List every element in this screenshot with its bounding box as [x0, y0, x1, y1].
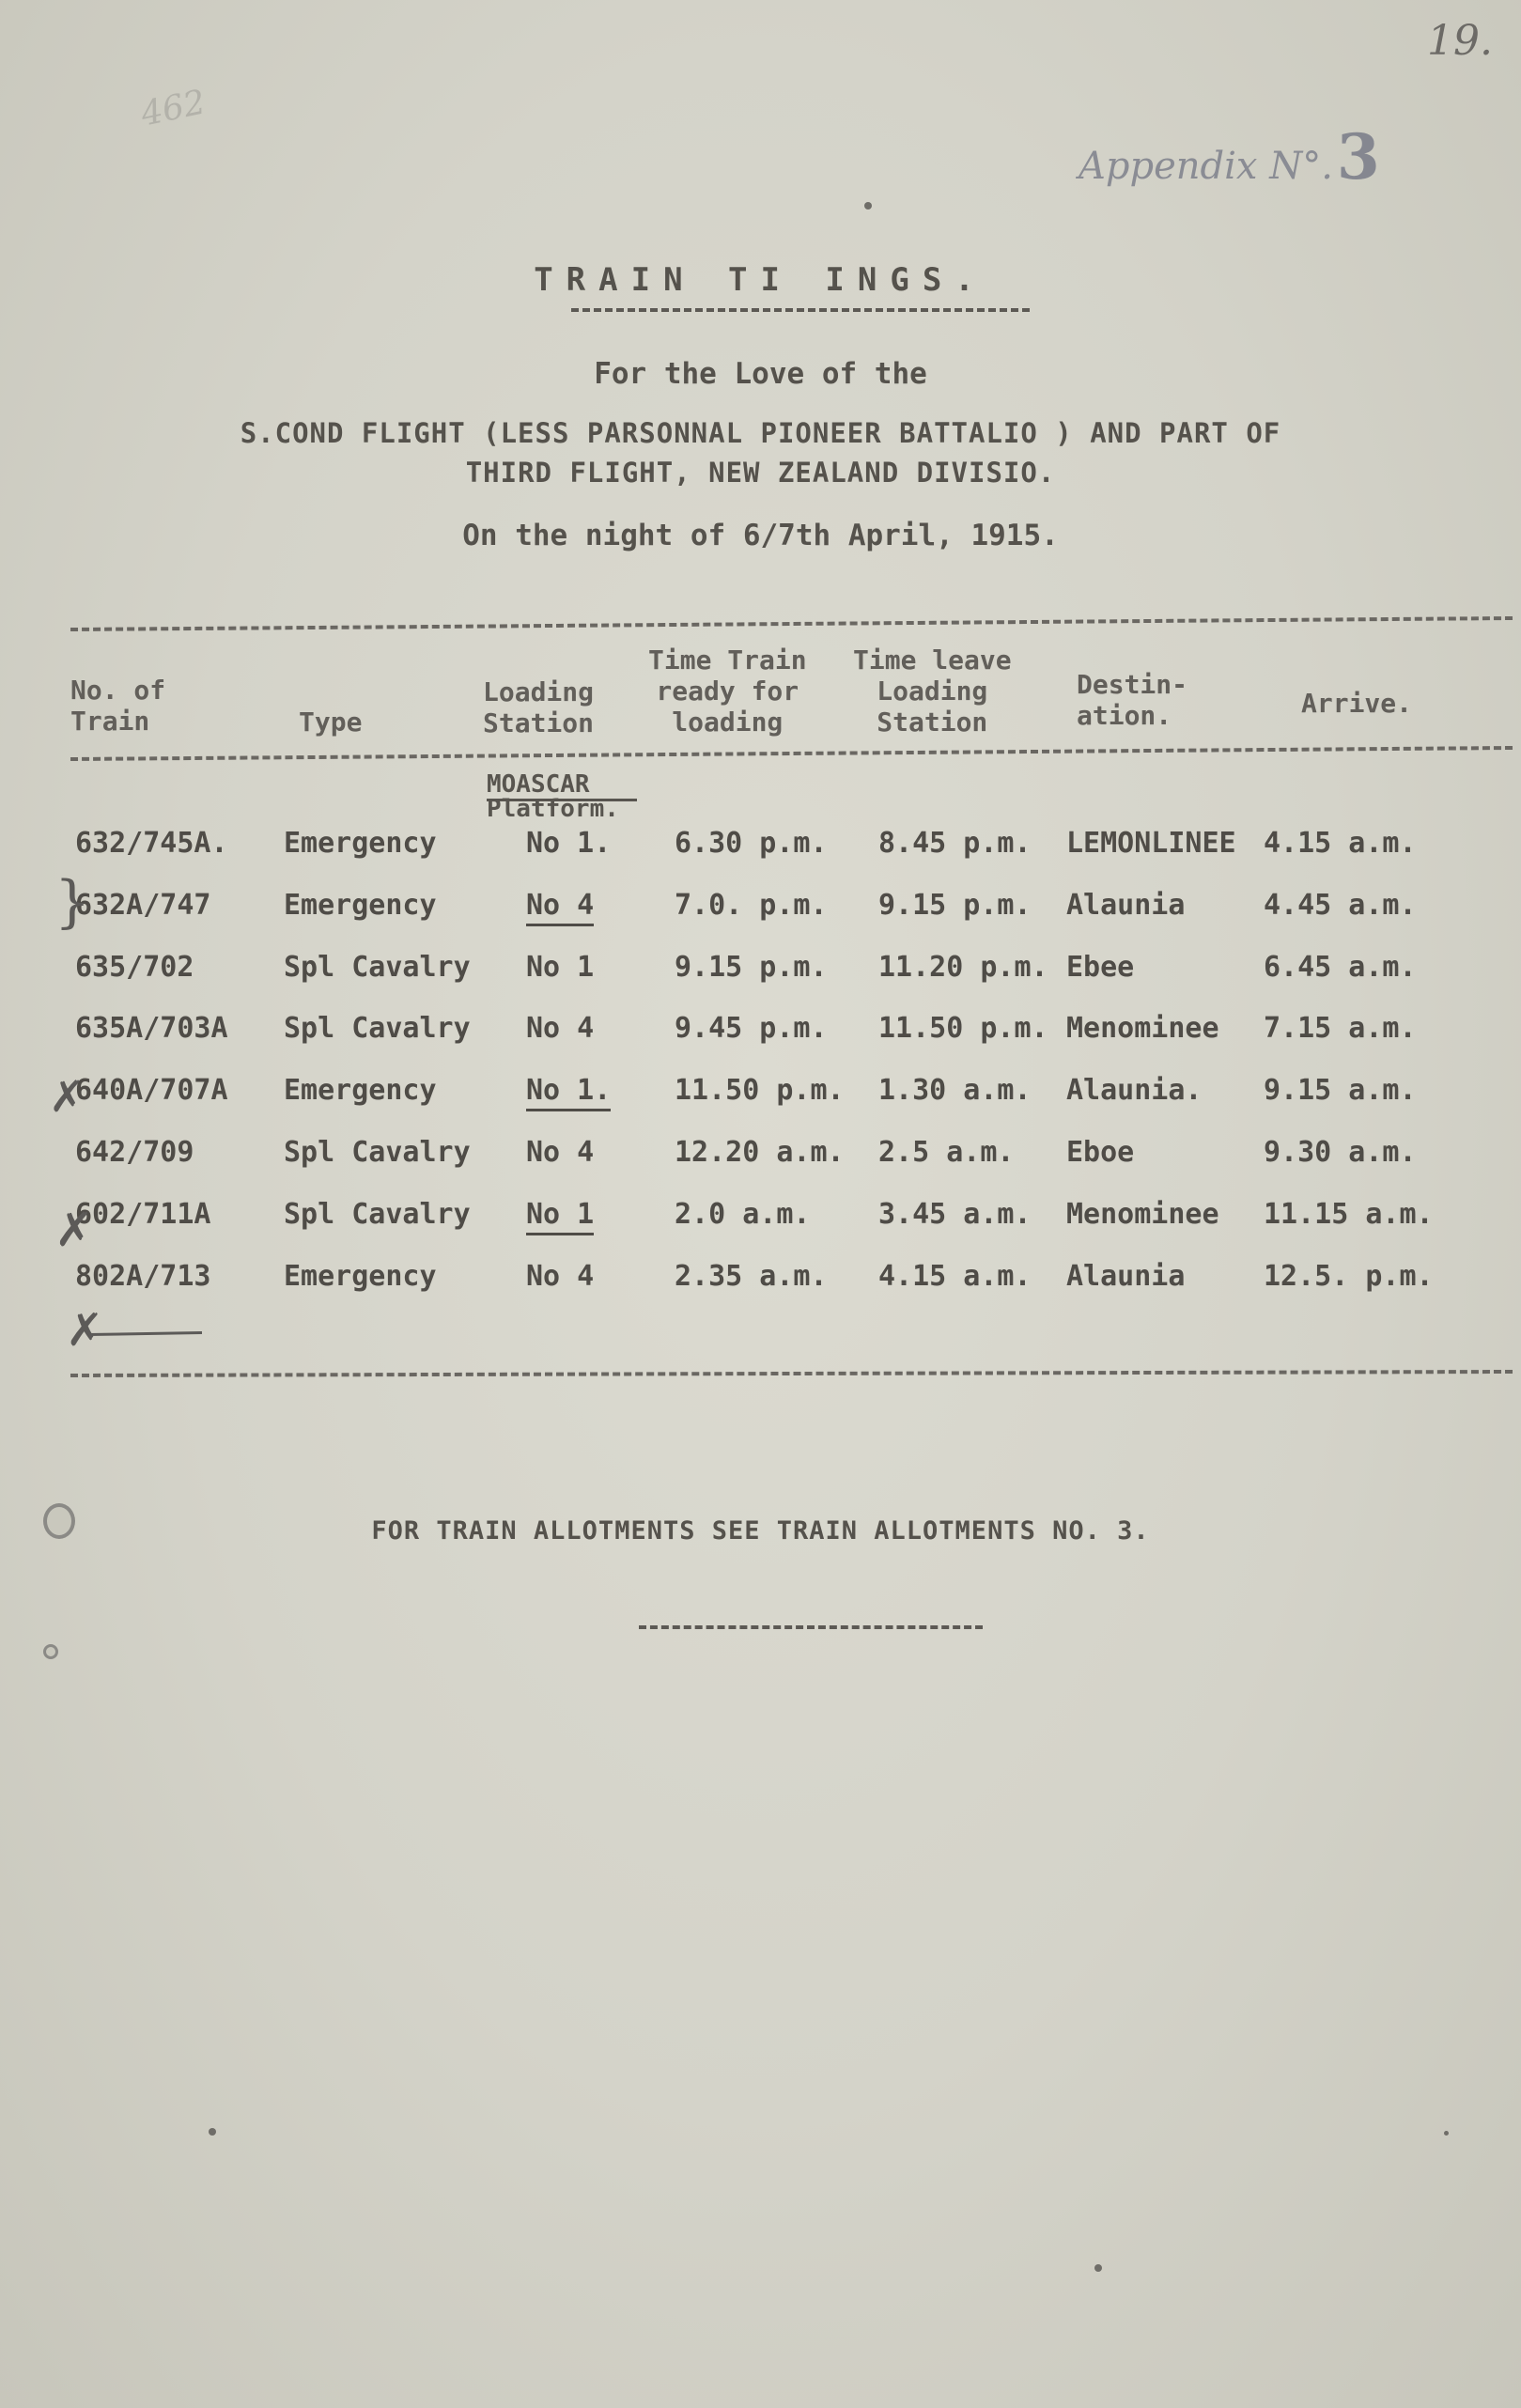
cell-ready: 7.0. p.m.: [675, 888, 828, 922]
cell-arrive: 12.5. p.m.: [1264, 1259, 1434, 1293]
cell-train-no: 640A/707A: [75, 1074, 228, 1108]
cell-station: No 1: [526, 950, 595, 984]
paper-speck: [209, 2128, 216, 2136]
column-header-type: Type: [299, 707, 363, 738]
cell-ready: 2.0 a.m.: [675, 1197, 811, 1231]
folio-number: 19.: [1427, 17, 1493, 65]
cell-leave: 2.5 a.m.: [878, 1136, 1015, 1169]
column-header-ready: Time Train ready for loading: [648, 645, 807, 738]
heading-line-2: THIRD FLIGHT, NEW ZEALAND DIVISIO.: [465, 457, 1056, 489]
cell-leave: 8.45 p.m.: [878, 827, 1032, 860]
cell-destination: Eboe: [1066, 1136, 1135, 1169]
cell-train-no: 642/709: [75, 1136, 194, 1169]
cell-type: Emergency: [284, 1074, 437, 1108]
cell-station: No 4: [526, 1136, 595, 1169]
cell-station: No 4: [526, 1012, 595, 1046]
cell-train-no: 635/702: [75, 950, 194, 984]
appendix-label: [1079, 120, 1380, 194]
cell-destination: Ebee: [1066, 950, 1135, 984]
paper-speck: [1094, 2264, 1102, 2272]
cell-destination: Alaunia.: [1066, 1074, 1203, 1108]
punch-hole: [43, 1644, 58, 1659]
cell-arrive: 4.45 a.m.: [1264, 888, 1417, 922]
cell-arrive: 7.15 a.m.: [1264, 1012, 1417, 1046]
cell-station: No 1: [526, 1198, 594, 1235]
cell-leave: 11.50 p.m.: [878, 1012, 1048, 1046]
heading-line-1: S.COND FLIGHT (LESS PARSONNAL PIONEER BATTALIO ) AND PART OF: [240, 417, 1281, 449]
appendix-label-text: Appendix N°.: [1079, 145, 1333, 188]
cell-train-no: 635A/703A: [75, 1012, 228, 1046]
cell-station: No 4: [526, 1259, 595, 1293]
paper-speck: [1444, 2131, 1449, 2136]
column-header-leave: Time leave Loading Station: [853, 645, 1012, 738]
cell-arrive: 4.15 a.m.: [1264, 827, 1417, 860]
column-header-arrive: Arrive.: [1301, 688, 1413, 719]
pencil-bracket-mark: }: [54, 869, 91, 935]
document-title: TRAIN TI INGS.: [534, 261, 987, 299]
loading-note-underline: [487, 799, 637, 801]
loading-station-note: MOASCAR Platform.: [487, 770, 619, 823]
cell-station: No 1.: [526, 827, 612, 860]
cell-leave: 11.20 p.m.: [878, 950, 1048, 984]
cell-arrive: 6.45 a.m.: [1264, 950, 1417, 984]
column-header-train-no: No. of Train: [70, 675, 166, 737]
cell-arrive: 11.15 a.m.: [1264, 1197, 1434, 1231]
cell-leave: 9.15 p.m.: [878, 888, 1032, 922]
cell-type: Emergency: [284, 827, 437, 860]
cell-destination: Alaunia: [1066, 888, 1186, 922]
cell-type: Spl Cavalry: [284, 1197, 471, 1231]
cell-train-no: 632A/747: [75, 888, 211, 922]
cell-destination: Menominee: [1066, 1197, 1219, 1231]
cell-station: No 4: [526, 889, 594, 926]
cell-ready: 6.30 p.m.: [675, 827, 828, 860]
cell-destination: Menominee: [1066, 1012, 1219, 1046]
date-line: On the night of 6/7th April, 1915.: [462, 519, 1059, 552]
footer-note: FOR TRAIN ALLOTMENTS SEE TRAIN ALLOTMENTS NO. 3.: [371, 1516, 1150, 1546]
pencil-cross-mark: ✗: [66, 1304, 104, 1357]
title-underline: [571, 308, 1030, 312]
cell-destination: Alaunia: [1066, 1259, 1186, 1293]
cell-type: Spl Cavalry: [284, 950, 471, 984]
cell-ready: 2.35 a.m.: [675, 1259, 828, 1293]
table-bottom-rule: [70, 1370, 1513, 1377]
cell-leave: 4.15 a.m.: [878, 1259, 1032, 1293]
cell-type: Emergency: [284, 888, 437, 922]
cell-train-no: 802A/713: [75, 1259, 211, 1293]
document-subtitle: For the Love of the: [594, 357, 927, 391]
table-top-rule: [70, 616, 1513, 631]
cell-type: Emergency: [284, 1259, 437, 1293]
cell-train-no: 632/745A.: [75, 827, 228, 860]
cell-arrive: 9.30 a.m.: [1264, 1136, 1417, 1169]
pencil-cross-mark: ✗: [54, 1203, 94, 1257]
archive-stamp: 462: [137, 83, 210, 134]
cell-ready: 11.50 p.m.: [675, 1074, 845, 1108]
cell-leave: 1.30 a.m.: [878, 1074, 1032, 1108]
cell-ready: 9.15 p.m.: [675, 950, 828, 984]
footer-rule: [639, 1625, 983, 1629]
column-header-destination: Destin- ation.: [1077, 669, 1188, 731]
cell-type: Spl Cavalry: [284, 1012, 471, 1046]
pencil-line-mark: [89, 1331, 202, 1336]
cell-type: Spl Cavalry: [284, 1136, 471, 1169]
column-header-loading-station: Loading Station: [483, 676, 595, 738]
cell-ready: 12.20 a.m.: [675, 1136, 845, 1169]
cell-destination: LEMONLINEE: [1066, 827, 1236, 860]
cell-station: No 1.: [526, 1074, 611, 1111]
cell-ready: 9.45 p.m.: [675, 1012, 828, 1046]
pencil-cross-mark: ✗: [49, 1071, 85, 1122]
appendix-number: 3: [1336, 120, 1380, 194]
cell-leave: 3.45 a.m.: [878, 1197, 1032, 1231]
paper-speck: [864, 202, 872, 210]
table-header-rule: [70, 746, 1513, 761]
cell-arrive: 9.15 a.m.: [1264, 1074, 1417, 1108]
cell-train-no: 602/711A: [75, 1197, 211, 1231]
